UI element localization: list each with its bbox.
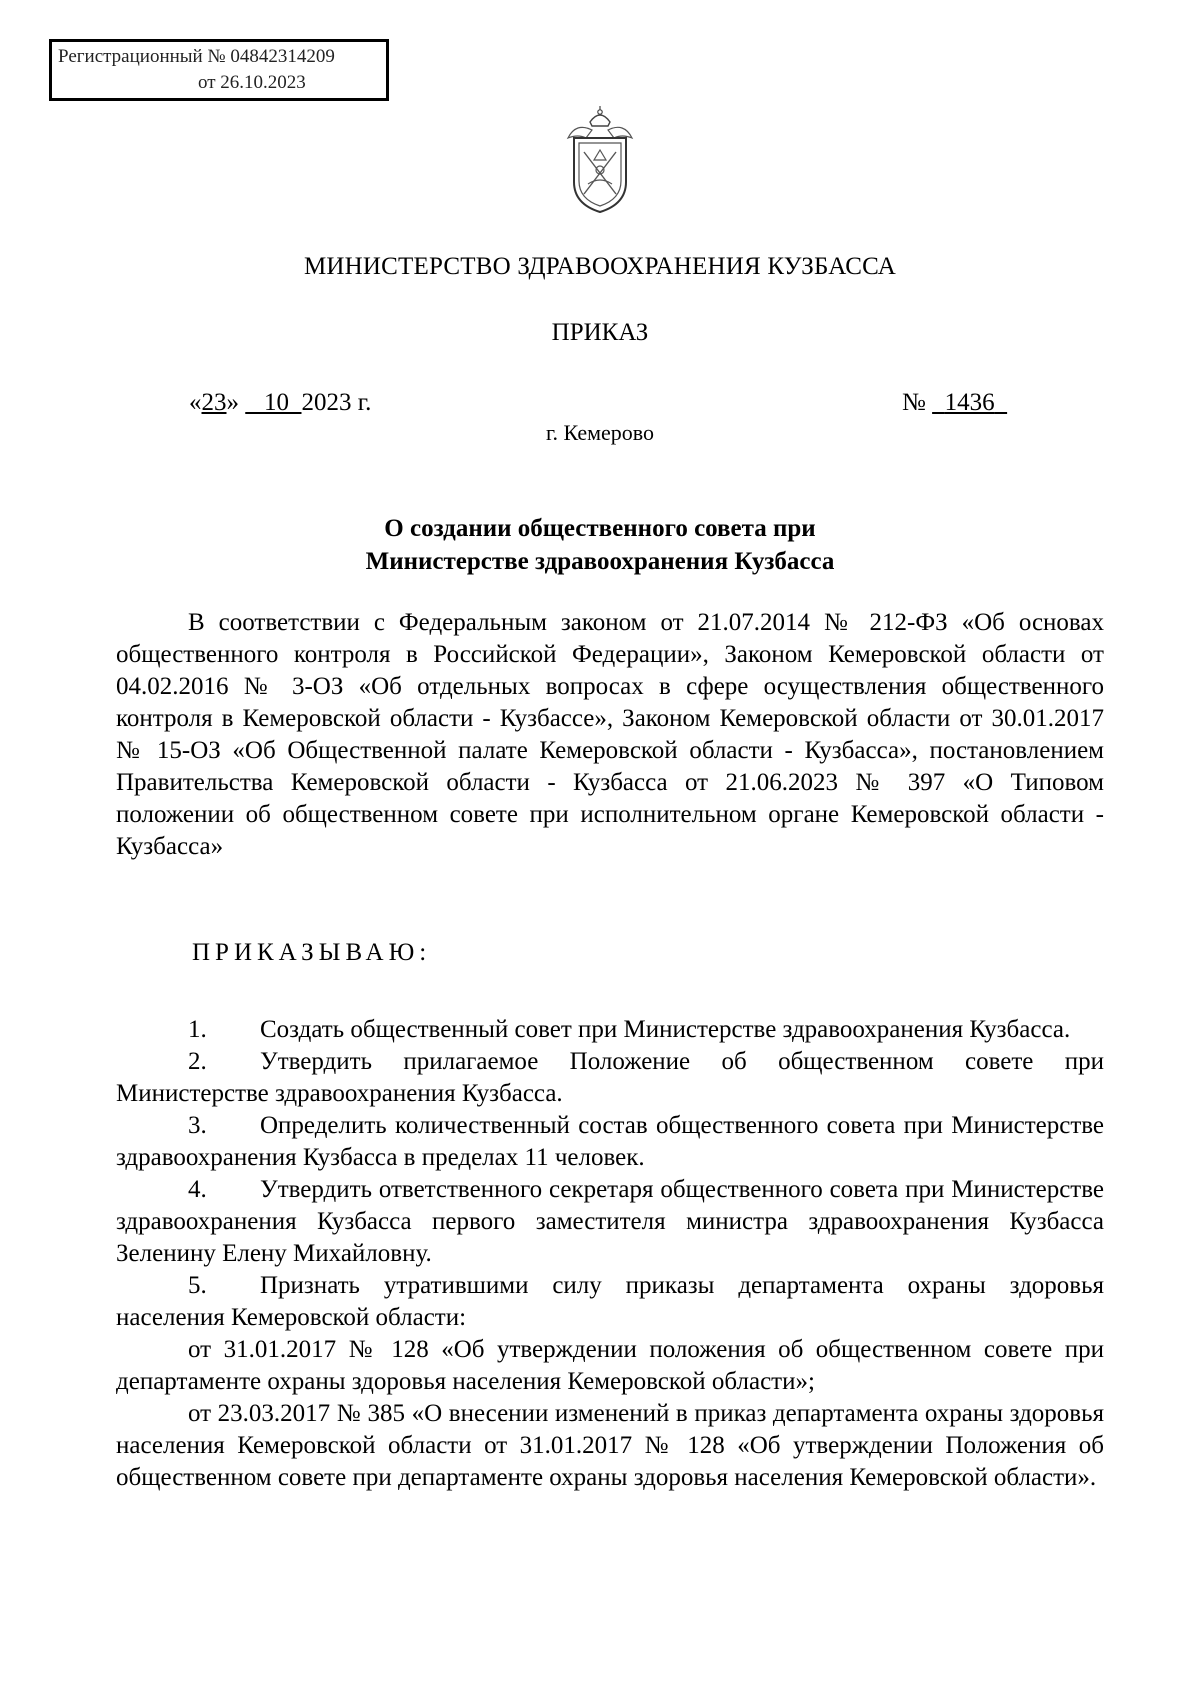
preamble	[116, 607, 1104, 863]
preamble-paragraph: В соответствии с Федеральным законом от 21.07.2014 № 212-ФЗ «Об основах общественного контроля в Российской Федерации», Законом Кемеровской области от 04.02.2016 № 3-ОЗ «Об отдельных вопросах в сфере осуществления общественного контроля в Кемеровской области - Кузбассе», Законом Кемеровской области от 30.01.2017 № 15-ОЗ «Об Общественной палате Кемеровской области - Кузбасса», постановлением Правительства Кемеровской области - Кузбасса от 21.06.2023 № 397 «О Типовом положении об общественном совете при исполнительном органе Кемеровской области - Кузбасса»	[116, 609, 1104, 860]
item-number: 2.	[188, 1048, 207, 1075]
item-number: 3.	[188, 1112, 207, 1139]
order-date	[189, 386, 371, 420]
order-number	[902, 386, 1007, 420]
order-item-4	[116, 1174, 1104, 1270]
registration-date: от 26.10.2023	[198, 72, 306, 93]
order-item-3	[116, 1110, 1104, 1174]
item-text: Утвердить ответственного секретаря общественного совета при Министерстве здравоохранения Кузбасса первого заместителя министра здравоохранения Кузбасса Зеленину Елену Михайловну.	[116, 1176, 1104, 1267]
date-open-quote: «	[189, 389, 202, 416]
city: г. Кемерово	[545, 420, 655, 445]
item-text: Определить количественный состав общественного совета при Министерстве здравоохранения Кузбасса в пределах 11 человек.	[116, 1112, 1104, 1171]
repealed-order-2: от 23.03.2017 № 385 «О внесении изменений в приказ департамента охраны здоровья населения Кемеровской области от 31.01.2017 № 128 «Об утверждении Положения об общественном совете при департаменте охраны здоровья населения Кемеровской области».	[116, 1400, 1104, 1491]
date-close-quote: »	[226, 389, 239, 416]
ministry-name: МИНИСТЕРСТВО ЗДРАВООХРАНЕНИЯ КУЗБАССА	[303, 253, 897, 280]
order-item-2	[116, 1046, 1104, 1110]
coat-of-arms-icon	[562, 104, 638, 216]
decree-heading: ПРИКАЗЫВАЮ:	[192, 939, 432, 966]
item-text: Создать общественный совет при Министерстве здравоохранения Кузбасса.	[260, 1016, 1071, 1043]
item-number: 1.	[188, 1016, 207, 1043]
number-prefix: №	[902, 389, 926, 416]
document-title-line-1: О создании общественного совета при	[384, 515, 816, 542]
document-title-line-2: Министерстве здравоохранения Кузбасса	[365, 548, 835, 575]
item-text: Утвердить прилагаемое Положение об общественном совете при Министерстве здравоохранения Кузбасса.	[116, 1048, 1104, 1107]
item-text: Признать утратившими силу приказы департамента охраны здоровья населения Кемеровской области:	[116, 1272, 1104, 1331]
date-month: 10	[264, 389, 289, 416]
document-title	[0, 512, 1200, 578]
order-item-1	[116, 1014, 1104, 1046]
registration-stamp	[49, 39, 389, 101]
item-number: 5.	[188, 1272, 207, 1299]
repealed-order-1: от 31.01.2017 № 128 «Об утверждении положения об общественном совете при департаменте охраны здоровья населения Кемеровской области»;	[116, 1336, 1104, 1395]
date-year: 2023 г.	[301, 389, 372, 416]
item-number: 4.	[188, 1176, 207, 1203]
order-type: ПРИКАЗ	[551, 319, 649, 346]
order-items	[116, 1014, 1104, 1494]
registration-number: Регистрационный № 04842314209	[58, 46, 335, 67]
date-day: 23	[201, 389, 227, 416]
order-item-5	[116, 1270, 1104, 1334]
number-value: 1436	[944, 389, 995, 416]
